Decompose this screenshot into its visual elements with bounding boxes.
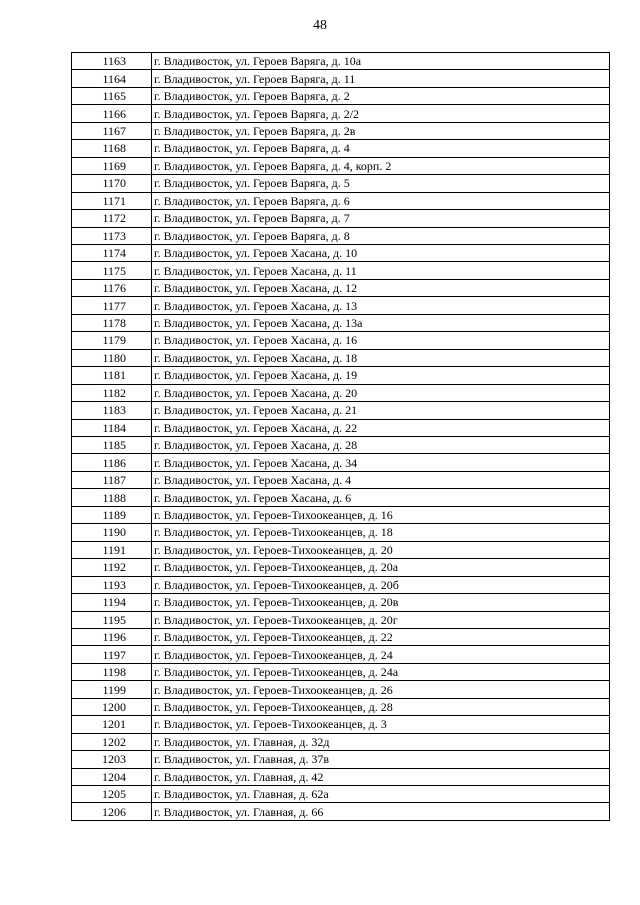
row-number-cell: 1185 xyxy=(72,436,152,453)
address-cell: г. Владивосток, ул. Героев Хасана, д. 20 xyxy=(152,384,610,401)
row-number-cell: 1196 xyxy=(72,628,152,645)
table-row xyxy=(72,210,610,227)
address-cell: г. Владивосток, ул. Героев-Тихоокеанцев, д. 18 xyxy=(152,524,610,541)
table-row xyxy=(72,628,610,645)
table-row xyxy=(72,349,610,366)
table-row xyxy=(72,786,610,803)
address-cell: г. Владивосток, ул. Героев Хасана, д. 13а xyxy=(152,314,610,331)
address-cell: г. Владивосток, ул. Героев Варяга, д. 2 xyxy=(152,87,610,104)
row-number-cell: 1177 xyxy=(72,297,152,314)
row-number-cell: 1190 xyxy=(72,524,152,541)
table-row xyxy=(72,803,610,820)
row-number-cell: 1183 xyxy=(72,402,152,419)
address-cell: г. Владивосток, ул. Героев-Тихоокеанцев, д. 20 xyxy=(152,541,610,558)
row-number-cell: 1204 xyxy=(72,768,152,785)
table-row xyxy=(72,681,610,698)
address-cell: г. Владивосток, ул. Героев-Тихоокеанцев, д. 28 xyxy=(152,698,610,715)
row-number-cell: 1172 xyxy=(72,210,152,227)
table-row xyxy=(72,576,610,593)
row-number-cell: 1205 xyxy=(72,786,152,803)
row-number-cell: 1193 xyxy=(72,576,152,593)
address-cell: г. Владивосток, ул. Героев Варяга, д. 5 xyxy=(152,175,610,192)
table-row xyxy=(72,541,610,558)
address-cell: г. Владивосток, ул. Героев Хасана, д. 11 xyxy=(152,262,610,279)
address-cell: г. Владивосток, ул. Героев Хасана, д. 28 xyxy=(152,436,610,453)
table-row xyxy=(72,768,610,785)
row-number-cell: 1187 xyxy=(72,471,152,488)
table-row xyxy=(72,663,610,680)
table-row xyxy=(72,594,610,611)
address-cell: г. Владивосток, ул. Героев-Тихоокеанцев, д. 22 xyxy=(152,628,610,645)
address-cell: г. Владивосток, ул. Главная, д. 42 xyxy=(152,768,610,785)
row-number-cell: 1189 xyxy=(72,506,152,523)
table-row xyxy=(72,646,610,663)
table-row xyxy=(72,175,610,192)
address-cell: г. Владивосток, ул. Героев Варяга, д. 4 xyxy=(152,140,610,157)
address-cell: г. Владивосток, ул. Героев Варяга, д. 2в xyxy=(152,122,610,139)
table-row xyxy=(72,367,610,384)
row-number-cell: 1165 xyxy=(72,87,152,104)
address-cell: г. Владивосток, ул. Героев Хасана, д. 12 xyxy=(152,279,610,296)
row-number-cell: 1181 xyxy=(72,367,152,384)
table-row xyxy=(72,384,610,401)
address-cell: г. Владивосток, ул. Главная, д. 37в xyxy=(152,751,610,768)
address-cell: г. Владивосток, ул. Героев Хасана, д. 22 xyxy=(152,419,610,436)
table-row xyxy=(72,244,610,261)
row-number-cell: 1170 xyxy=(72,175,152,192)
table-row xyxy=(72,454,610,471)
address-table-body xyxy=(72,53,610,821)
table-row xyxy=(72,751,610,768)
row-number-cell: 1179 xyxy=(72,332,152,349)
address-table xyxy=(71,52,610,821)
address-cell: г. Владивосток, ул. Героев Варяга, д. 8 xyxy=(152,227,610,244)
address-cell: г. Владивосток, ул. Героев Варяга, д. 2/2 xyxy=(152,105,610,122)
table-row xyxy=(72,87,610,104)
row-number-cell: 1174 xyxy=(72,244,152,261)
address-cell: г. Владивосток, ул. Героев Хасана, д. 4 xyxy=(152,471,610,488)
row-number-cell: 1195 xyxy=(72,611,152,628)
address-cell: г. Владивосток, ул. Героев Варяга, д. 6 xyxy=(152,192,610,209)
row-number-cell: 1175 xyxy=(72,262,152,279)
address-cell: г. Владивосток, ул. Героев Хасана, д. 13 xyxy=(152,297,610,314)
address-cell: г. Владивосток, ул. Героев-Тихоокеанцев, д. 20а xyxy=(152,559,610,576)
table-row xyxy=(72,489,610,506)
table-row xyxy=(72,559,610,576)
row-number-cell: 1197 xyxy=(72,646,152,663)
address-cell: г. Владивосток, ул. Героев-Тихоокеанцев, д. 20в xyxy=(152,594,610,611)
address-cell: г. Владивосток, ул. Героев Хасана, д. 19 xyxy=(152,367,610,384)
table-row xyxy=(72,419,610,436)
table-row xyxy=(72,105,610,122)
table-row xyxy=(72,140,610,157)
table-row xyxy=(72,332,610,349)
table-row xyxy=(72,506,610,523)
address-cell: г. Владивосток, ул. Героев Хасана, д. 6 xyxy=(152,489,610,506)
row-number-cell: 1176 xyxy=(72,279,152,296)
table-row xyxy=(72,157,610,174)
address-cell: г. Владивосток, ул. Героев Варяга, д. 7 xyxy=(152,210,610,227)
table-row xyxy=(72,524,610,541)
address-cell: г. Владивосток, ул. Героев-Тихоокеанцев, д. 3 xyxy=(152,716,610,733)
row-number-cell: 1201 xyxy=(72,716,152,733)
address-cell: г. Владивосток, ул. Героев-Тихоокеанцев, д. 16 xyxy=(152,506,610,523)
row-number-cell: 1178 xyxy=(72,314,152,331)
address-cell: г. Владивосток, ул. Главная, д. 32д xyxy=(152,733,610,750)
row-number-cell: 1168 xyxy=(72,140,152,157)
row-number-cell: 1198 xyxy=(72,663,152,680)
address-cell: г. Владивосток, ул. Главная, д. 62а xyxy=(152,786,610,803)
address-cell: г. Владивосток, ул. Героев-Тихоокеанцев, д. 20г xyxy=(152,611,610,628)
address-cell: г. Владивосток, ул. Героев Варяга, д. 10а xyxy=(152,53,610,70)
address-cell: г. Владивосток, ул. Героев-Тихоокеанцев, д. 20б xyxy=(152,576,610,593)
row-number-cell: 1167 xyxy=(72,122,152,139)
row-number-cell: 1188 xyxy=(72,489,152,506)
row-number-cell: 1202 xyxy=(72,733,152,750)
row-number-cell: 1171 xyxy=(72,192,152,209)
address-cell: г. Владивосток, ул. Героев Варяга, д. 4, корп. 2 xyxy=(152,157,610,174)
row-number-cell: 1164 xyxy=(72,70,152,87)
row-number-cell: 1206 xyxy=(72,803,152,820)
table-row xyxy=(72,122,610,139)
row-number-cell: 1169 xyxy=(72,157,152,174)
row-number-cell: 1199 xyxy=(72,681,152,698)
address-cell: г. Владивосток, ул. Героев-Тихоокеанцев, д. 26 xyxy=(152,681,610,698)
table-row xyxy=(72,297,610,314)
row-number-cell: 1166 xyxy=(72,105,152,122)
row-number-cell: 1182 xyxy=(72,384,152,401)
table-row xyxy=(72,402,610,419)
row-number-cell: 1194 xyxy=(72,594,152,611)
table-row xyxy=(72,471,610,488)
row-number-cell: 1192 xyxy=(72,559,152,576)
table-row xyxy=(72,227,610,244)
address-cell: г. Владивосток, ул. Героев Хасана, д. 18 xyxy=(152,349,610,366)
table-row xyxy=(72,611,610,628)
row-number-cell: 1200 xyxy=(72,698,152,715)
page-number: 48 xyxy=(313,18,327,33)
address-cell: г. Владивосток, ул. Героев Хасана, д. 34 xyxy=(152,454,610,471)
row-number-cell: 1163 xyxy=(72,53,152,70)
address-cell: г. Владивосток, ул. Героев Хасана, д. 21 xyxy=(152,402,610,419)
row-number-cell: 1184 xyxy=(72,419,152,436)
table-row xyxy=(72,314,610,331)
table-row xyxy=(72,53,610,70)
table-row xyxy=(72,262,610,279)
table-row xyxy=(72,733,610,750)
table-row xyxy=(72,192,610,209)
address-cell: г. Владивосток, ул. Героев Хасана, д. 16 xyxy=(152,332,610,349)
table-row xyxy=(72,70,610,87)
address-cell: г. Владивосток, ул. Героев Хасана, д. 10 xyxy=(152,244,610,261)
row-number-cell: 1173 xyxy=(72,227,152,244)
address-cell: г. Владивосток, ул. Героев-Тихоокеанцев, д. 24 xyxy=(152,646,610,663)
table-row xyxy=(72,698,610,715)
table-row xyxy=(72,279,610,296)
row-number-cell: 1180 xyxy=(72,349,152,366)
address-cell: г. Владивосток, ул. Главная, д. 66 xyxy=(152,803,610,820)
row-number-cell: 1203 xyxy=(72,751,152,768)
row-number-cell: 1186 xyxy=(72,454,152,471)
address-cell: г. Владивосток, ул. Героев Варяга, д. 11 xyxy=(152,70,610,87)
row-number-cell: 1191 xyxy=(72,541,152,558)
table-row xyxy=(72,436,610,453)
table-row xyxy=(72,716,610,733)
address-cell: г. Владивосток, ул. Героев-Тихоокеанцев, д. 24а xyxy=(152,663,610,680)
